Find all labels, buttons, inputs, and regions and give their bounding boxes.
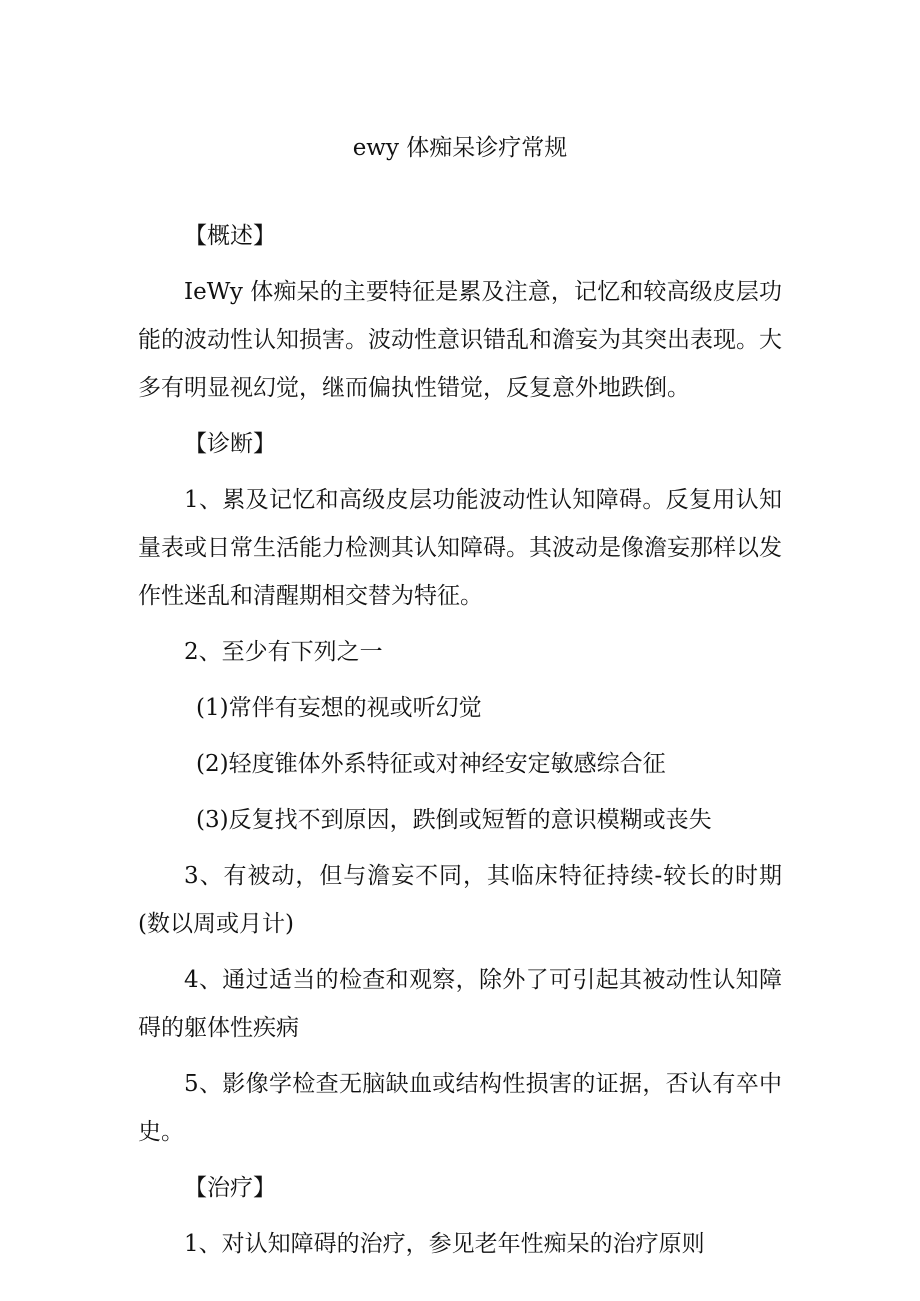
document-title: ewy 体痴呆诊疗常规 (352, 135, 568, 161)
diagnosis-item-2-sub-1: (1)常伴有妄想的视或听幻觉 (196, 695, 482, 721)
diagnosis-item-4: 4、通过适当的检查和观察，除外了可引起其被动性认知障碍的躯体性疾病 (138, 967, 782, 1041)
diagnosis-item-2-sub-2: (2)轻度锥体外系特征或对神经安定敏感综合征 (196, 751, 666, 777)
diagnosis-item-2: 2、至少有下列之一 (184, 639, 383, 665)
treatment-item-1: 1、对认知障碍的治疗，参见老年性痴呆的治疗原则 (184, 1231, 705, 1257)
overview-paragraph: IeWy 体痴呆的主要特征是累及注意，记忆和较高级皮层功能的波动性认知损害。波动性意识错乱和澹妄为其突出表现。大多有明显视幻觉，继而偏执性错觉，反复意外地跌倒。 (138, 279, 782, 401)
diagnosis-item-5: 5、影像学检查无脑缺血或结构性损害的证据，否认有卒中史。 (138, 1071, 782, 1145)
diagnosis-item-3: 3、有被动，但与澹妄不同，其临床特征持续-较长的时期(数以周或月计) (138, 863, 782, 937)
treatment-heading: 【治疗】 (184, 1175, 276, 1201)
diagnosis-heading: 【诊断】 (184, 431, 276, 457)
overview-heading: 【概述】 (184, 223, 276, 249)
diagnosis-item-1: 1、累及记忆和高级皮层功能波动性认知障碍。反复用认知量表或日常生活能力检测其认知障碍。其波动是像澹妄那样以发作性迷乱和清醒期相交替为特征。 (138, 487, 782, 609)
diagnosis-item-2-sub-3: (3)反复找不到原因，跌倒或短暂的意识模糊或丧失 (196, 807, 712, 833)
